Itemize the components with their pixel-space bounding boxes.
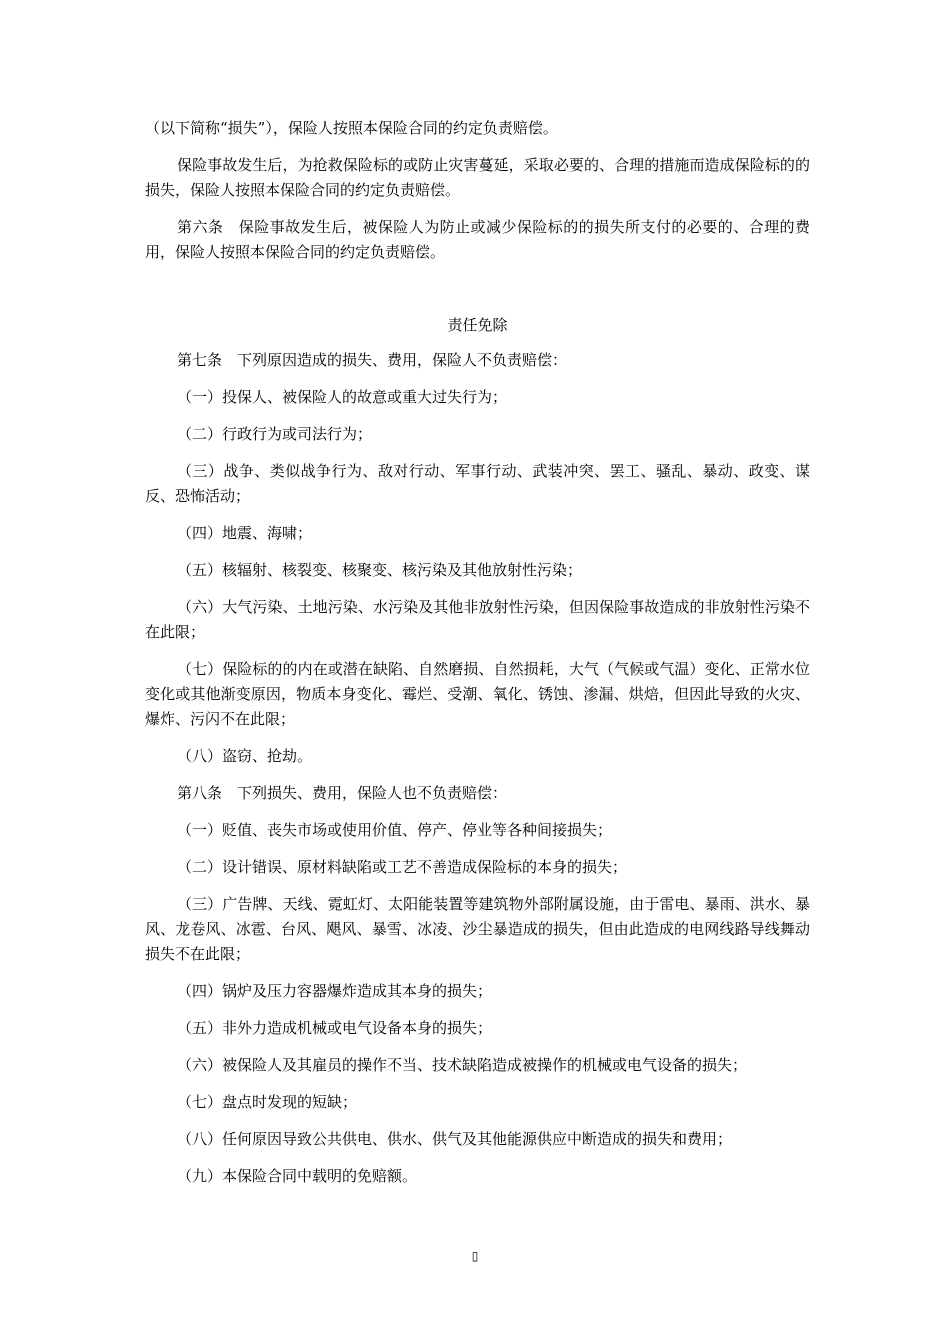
paragraph-article-6: 第六条 保险事故发生后，被保险人为防止或减少保险标的的损失所支付的必要的、合理的费用，保险人按照本保险合同的约定负责赔偿。: [145, 218, 810, 261]
article-8-item: （七）盘点时发现的短缺；: [177, 1093, 358, 1111]
article-7-item: （八）盗窃、抢劫。: [177, 747, 313, 765]
paragraph-continuation: （以下简称“损失”），保险人按照本保险合同的约定负责赔偿。: [145, 119, 558, 137]
paragraph-rescue-costs: 保险事故发生后，为抢救保险标的或防止灾害蔓延，采取必要的、合理的措施而造成保险标的的损失，保险人按照本保险合同的约定负责赔偿。: [145, 156, 810, 199]
article-8-item: （八）任何原因导致公共供电、供水、供气及其他能源供应中断造成的损失和费用；: [177, 1130, 733, 1148]
article-8-item: （四）锅炉及压力容器爆炸造成其本身的损失；: [177, 982, 493, 1000]
article-7-item: （一）投保人、被保险人的故意或重大过失行为；: [177, 388, 508, 406]
article-7-item: （六）大气污染、土地污染、水污染及其他非放射性污染，但因保险事故造成的非放射性污染不在此限；: [145, 598, 810, 641]
article-8-item: （二）设计错误、原材料缺陷或工艺不善造成保险标的本身的损失；: [177, 858, 628, 876]
article-7-title: 第七条 下列原因造成的损失、费用，保险人不负责赔偿：: [177, 351, 568, 369]
page-number: ▯: [471, 1249, 479, 1263]
article-7-item: （四）地震、海啸；: [177, 524, 313, 542]
article-8-item: （三）广告牌、天线、霓虹灯、太阳能装置等建筑物外部附属设施，由于雷电、暴雨、洪水、暴风、龙卷风、冰雹、台风、飓风、暴雪、冰凌、沙尘暴造成的损失，但由此造成的电网线路导线舞动损失不在此限；: [145, 895, 810, 963]
article-7-item: （三）战争、类似战争行为、敌对行动、军事行动、武装冲突、罢工、骚乱、暴动、政变、谋反、恐怖活动；: [145, 462, 810, 505]
article-8-title: 第八条 下列损失、费用，保险人也不负责赔偿：: [177, 784, 508, 802]
article-8-item: （一）贬值、丧失市场或使用价值、停产、停业等各种间接损失；: [177, 821, 613, 839]
article-7-item: （五）核辐射、核裂变、核聚变、核污染及其他放射性污染；: [177, 561, 583, 579]
article-8-item: （九）本保险合同中载明的免赔额。: [177, 1167, 418, 1185]
article-8-item: （五）非外力造成机械或电气设备本身的损失；: [177, 1019, 493, 1037]
document-body: [145, 116, 810, 1189]
article-7-item: （二）行政行为或司法行为；: [177, 425, 373, 443]
article-7-item: （七）保险标的的内在或潜在缺陷、自然磨损、自然损耗，大气（气候或气温）变化、正常水位变化或其他渐变原因，物质本身变化、霉烂、受潮、氧化、锈蚀、渗漏、烘焙，但因此导致的火灾、爆炸、污闪不在此限；: [145, 660, 810, 728]
section-heading: 责任免除: [447, 316, 508, 334]
article-8-item: （六）被保险人及其雇员的操作不当、技术缺陷造成被操作的机械或电气设备的损失；: [177, 1056, 748, 1074]
